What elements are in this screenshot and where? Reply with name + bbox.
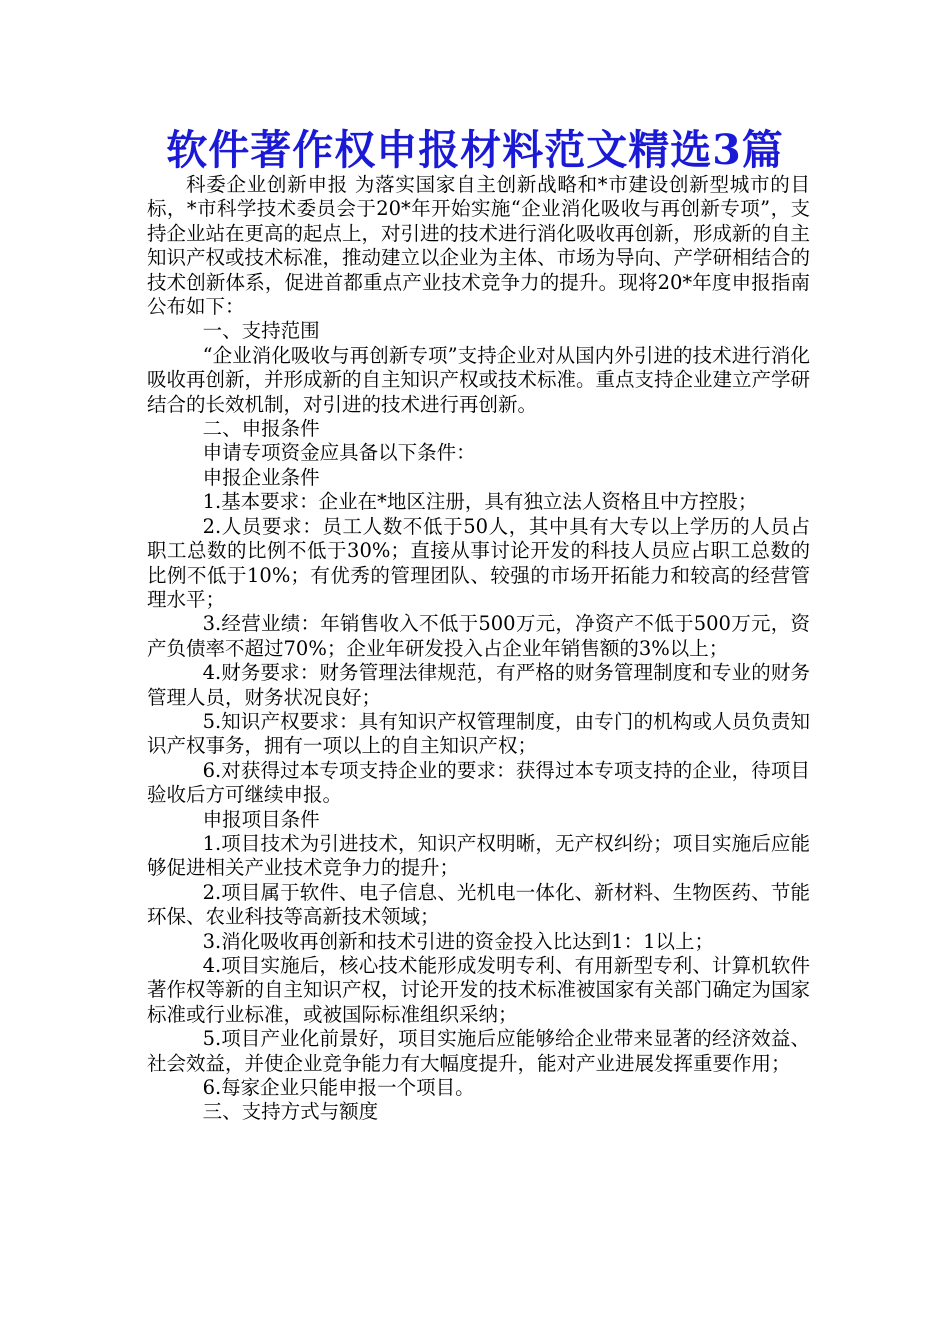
list-item: 2.人员要求：员工人数不低于50人，其中具有大专以上学历的人员占职工总数的比例不低于30%；直接从事讨论开发的科技人员应占职工总数的比例不低于10%；有优秀的管理团队、较强的市场开拓能力和较高的经营管理水平； <box>147 514 810 611</box>
list-item: 5.知识产权要求：具有知识产权管理制度，由专门的机构或人员负责知识产权事务，拥有一项以上的自主知识产权； <box>147 709 810 758</box>
list-item: 5.项目产业化前景好，项目实施后应能够给企业带来显著的经济效益、社会效益，并使企业竞争能力有大幅度提升，能对产业进展发挥重要作用； <box>147 1027 810 1075</box>
subheading-enterprise-conditions: 申报企业条件 <box>202 465 320 489</box>
section-heading-support: 三、支持方式与额度 <box>202 1100 379 1124</box>
section-heading-scope: 一、支持范围 <box>202 319 320 343</box>
list-item: 6.对获得过本专项支持企业的要求：获得过本专项支持的企业，待项目验收后方可继续申报。 <box>147 758 810 807</box>
list-item: 6.每家企业只能申报一个项目。 <box>202 1076 475 1100</box>
paragraph-scope: “企业消化吸收与再创新专项”支持企业对从国内外引进的技术进行消化吸收再创新，并形成新的自主知识产权或技术标准。重点支持企业建立产学研结合的长效机制，对引进的技术进行再创新。 <box>147 343 811 416</box>
list-item: 4.项目实施后，核心技术能形成发明专利、有用新型专利、计算机软件著作权等新的自主知识产权，讨论开发的技术标准被国家有关部门确定为国家标准或行业标准，或被国际标准组织采纳； <box>147 954 811 1026</box>
list-item: 1.基本要求：企业在*地区注册，具有独立法人资格且中方控股； <box>202 490 758 514</box>
paragraph-conditions-intro: 申请专项资金应具备以下条件： <box>202 441 476 465</box>
list-item: 2.项目属于软件、电子信息、光机电一体化、新材料、生物医药、节能环保、农业科技等高新技术领域； <box>147 880 810 929</box>
list-item: 3.消化吸收再创新和技术引进的资金投入比达到1：1以上； <box>202 929 714 953</box>
list-item: 1.项目技术为引进技术，知识产权明晰，无产权纠纷；项目实施后应能够促进相关产业技术竞争力的提升； <box>147 831 810 880</box>
document-body <box>147 173 810 1125</box>
list-item: 4.财务要求：财务管理法律规范，有严格的财务管理制度和专业的财务管理人员，财务状况良好； <box>147 661 810 709</box>
paragraph-intro: 科委企业创新申报 为落实国家自主创新战略和*市建设创新型城市的目标，*市科学技术委员会于20*年开始实施“企业消化吸收与再创新专项”，支持企业站在更高的起点上，对引进的技术进行消化吸收再创新，形成新的自主知识产权或技术标准，推动建立以企业为主体、市场为导向、产学研相结合的技术创新体系，促进首都重点产业技术竞争力的提升。现将20*年度申报指南公布如下： <box>147 173 811 319</box>
document-title: 软件著作权申报材料范文精选3篇 <box>166 126 784 174</box>
list-item: 3.经营业绩：年销售收入不低于500万元，净资产不低于500万元，资产负债率不超过70%；企业年研发投入占企业年销售额的3%以上； <box>147 612 810 660</box>
section-heading-conditions: 二、申报条件 <box>202 417 320 441</box>
subheading-project-conditions: 申报项目条件 <box>202 807 320 831</box>
